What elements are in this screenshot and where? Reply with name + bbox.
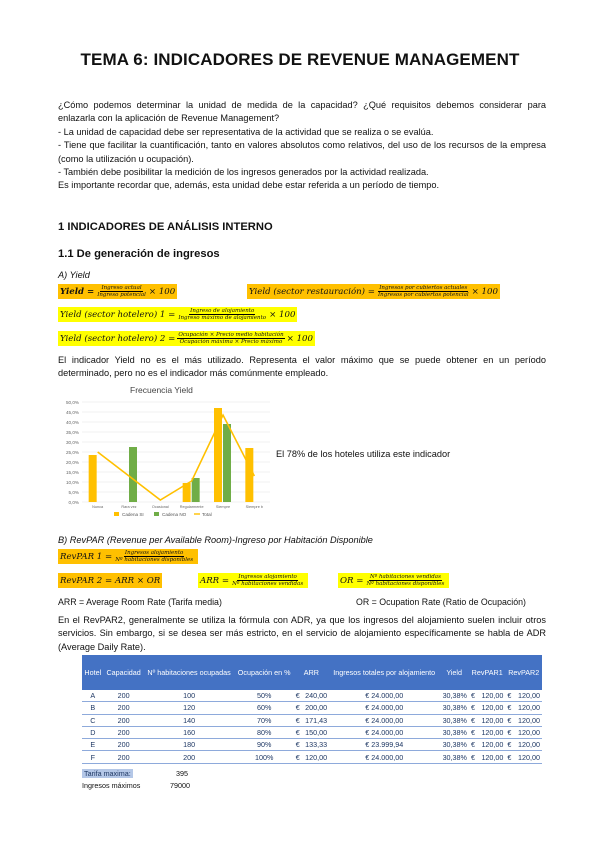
legend-label: Total [202, 512, 212, 517]
subsection-heading: 1.1 De generación de ingresos [58, 248, 220, 260]
revpar2-formula: RevPAR 2 = ARR × OR [58, 573, 162, 588]
bar-cadena-no [223, 424, 231, 502]
bar-cadena-si [214, 408, 222, 502]
hotel-table [82, 655, 542, 764]
header-revpar2: RevPAR2 [505, 655, 542, 690]
yield-paragraph: El indicador Yield no es el más utilizado. Representa el valor máximo que se puede obtener en un período determinado, pero no es el indicador más comúnmente empleado. [58, 355, 546, 379]
table-cell: € 24.000,00 [329, 751, 439, 763]
yield-restauracion-formula [247, 284, 500, 299]
table-cell: € [469, 726, 478, 738]
formula-lhs: ARR = [200, 575, 230, 586]
intro-line: - También debe posibilitar la medición de los ingresos generados por la actividad realizada. [58, 167, 429, 178]
table-cell: 90% [235, 739, 294, 751]
x-tick-label: Siempre b [245, 505, 263, 509]
table-cell: 140 [144, 714, 235, 726]
table-cell: € [294, 714, 302, 726]
formula-fraction [177, 308, 267, 322]
denominator: Ocupación máxima × Precio máximo [179, 339, 283, 345]
table-cell: 60% [235, 702, 294, 714]
x-tick-label: Nunca [92, 505, 104, 509]
section-heading: 1 INDICADORES DE ANÁLISIS INTERNO [58, 221, 273, 233]
x-tick-label: Rara vez [121, 505, 137, 509]
chart-title: Frecuencia Yield [130, 385, 193, 395]
table-cell: C [82, 714, 104, 726]
footer-label-tarifa [82, 769, 133, 778]
intro-line: Es importante recordar que, además, esta unidad debe estar referida a un período de tiempo. [58, 180, 440, 191]
table-cell: 180 [144, 739, 235, 751]
table-cell: F [82, 751, 104, 763]
table-cell: 50% [235, 690, 294, 702]
table-cell: 120,00 [514, 751, 542, 763]
chart-note: El 78% de los hoteles utiliza este indicador [276, 449, 451, 459]
header-ocupacion: Ocupación en % [235, 655, 294, 690]
numerator: Ingresos alojamiento [238, 573, 297, 580]
y-tick-label: 45,0% [65, 409, 79, 415]
table-cell: € [294, 726, 302, 738]
table-cell: € 24.000,00 [329, 726, 439, 738]
table-cell: 30,38% [439, 714, 469, 726]
table-cell: € 24.000,00 [329, 714, 439, 726]
table-cell: 200 [144, 751, 235, 763]
numerator: Ingresos por cubiertos actuales [379, 284, 468, 291]
header-yield: Yield [439, 655, 469, 690]
table-cell: 240,00 [302, 690, 329, 702]
denominator: Nº habitaciones disponibles [115, 557, 194, 563]
table-cell: 100 [144, 690, 235, 702]
denominator: Nº habitaciones disponibles [366, 581, 445, 587]
legend-label: Cadena NO [162, 512, 187, 517]
table-row [82, 726, 542, 738]
table-cell: 150,00 [302, 726, 329, 738]
table-cell: 120,00 [478, 739, 506, 751]
table-cell: € [505, 714, 514, 726]
table-cell: € [505, 690, 514, 702]
table-header-row [82, 655, 542, 690]
header-hotel: Hotel [82, 655, 104, 690]
formula-fraction [365, 574, 445, 588]
table-cell: € [294, 739, 302, 751]
numerator: Nº habitaciones vendidas [369, 573, 441, 580]
numerator: Ingreso actual [101, 284, 142, 291]
intro-line: - La unidad de capacidad debe ser representativa de la actividad que se realiza o se evalúa. [58, 126, 434, 137]
table-cell: 100% [235, 751, 294, 763]
table-cell: € [505, 739, 514, 751]
yield-formula [58, 284, 177, 299]
formula-rhs: × 100 [471, 286, 498, 297]
bar-cadena-no [129, 447, 137, 502]
table-row [82, 714, 542, 726]
table-cell: € [469, 751, 478, 763]
table-cell: 120 [144, 702, 235, 714]
table-row [82, 739, 542, 751]
table-cell: 30,38% [439, 751, 469, 763]
revpar1-formula [58, 549, 198, 564]
yield-hotelero-1-formula [58, 307, 297, 322]
formula-lhs: RevPAR 1 = [60, 551, 113, 562]
arr-formula [198, 573, 308, 588]
numerator: Ocupación × Precio medio habitación [178, 331, 284, 338]
y-tick-label: 50,0% [65, 399, 79, 405]
formula-lhs: Yield = [60, 286, 95, 297]
table-cell: € [469, 714, 478, 726]
formula-lhs: Yield (sector hotelero) 2 = [60, 333, 176, 344]
table-cell: 30,38% [439, 702, 469, 714]
table-cell: 160 [144, 726, 235, 738]
header-revpar1: RevPAR1 [469, 655, 505, 690]
table-cell: 80% [235, 726, 294, 738]
table-cell: 30,38% [439, 690, 469, 702]
legend-swatch [114, 512, 119, 516]
table-cell: 120,00 [514, 726, 542, 738]
table-cell: 120,00 [478, 726, 506, 738]
y-tick-label: 40,0% [65, 419, 79, 425]
x-tick-label: Siempre [215, 505, 231, 509]
table-cell: 171,43 [302, 714, 329, 726]
bar-cadena-si [245, 448, 253, 502]
table-cell: 120,00 [514, 702, 542, 714]
table-cell: 120,00 [514, 739, 542, 751]
denominator: Ingreso máximo de alojamiento [178, 315, 267, 321]
table-row [82, 751, 542, 763]
formula-lhs: OR = [340, 575, 364, 586]
table-cell: € [469, 702, 478, 714]
table-cell: € 23.999,94 [329, 739, 439, 751]
table-cell: 120,00 [302, 751, 329, 763]
table-cell: 120,00 [478, 714, 506, 726]
footer-value-ingresos: 79000 [170, 781, 190, 790]
y-tick-label: 0,0% [68, 499, 79, 505]
table-cell: 30,38% [439, 726, 469, 738]
formula-fraction [114, 550, 194, 564]
table-cell: 120,00 [478, 690, 506, 702]
table-cell: 120,00 [514, 714, 542, 726]
intro-line: ¿Cómo podemos determinar la unidad de medida de la capacidad? ¿Qué requisitos debemos considerar para enlazarla con la aplicación de Revenue Management? [58, 100, 546, 124]
legend-label: Cadena SI [122, 512, 144, 517]
table-cell: 200 [104, 690, 144, 702]
table-cell: € [505, 702, 514, 714]
table-cell: € [294, 690, 302, 702]
table-cell: € [505, 751, 514, 763]
denominator: Ingreso potencial [97, 292, 146, 298]
footer-label-ingresos: Ingresos máximos [82, 781, 141, 790]
x-tick-label: Ocasional [151, 505, 169, 509]
y-tick-label: 5,0% [68, 489, 79, 495]
numerator: Ingreso de alojamiento [190, 307, 255, 314]
table-cell: € [294, 751, 302, 763]
y-tick-label: 20,0% [65, 459, 79, 465]
numerator: Ingresos alojamiento [124, 549, 184, 556]
table-cell: € [469, 690, 478, 702]
table-cell: D [82, 726, 104, 738]
bar-cadena-no [192, 478, 200, 502]
revpar-paragraph: En el RevPAR2, generalmente se utiliza la fórmula con ADR, ya que los ingresos del alojamiento suelen incluir otros servicios. Sin embargo, si se desea ser más estricto, en el servicio de alojamiento específicamente se habla de ADR (Average Daily Rate). [58, 615, 546, 652]
formula-fraction [377, 285, 470, 299]
or-formula [338, 573, 449, 588]
table-cell: € 24.000,00 [329, 690, 439, 702]
table-cell: € 24.000,00 [329, 702, 439, 714]
header-ingresos: Ingresos totales por alojamiento [329, 655, 439, 690]
denominator: Ingresos por cubiertos potencial [377, 292, 469, 298]
table-cell: 120,00 [478, 702, 506, 714]
page-title: TEMA 6: INDICADORES DE REVENUE MANAGEMENT [80, 50, 520, 69]
arr-definition: ARR = Average Room Rate (Tarifa media) [58, 597, 222, 607]
table-cell: 200 [104, 702, 144, 714]
yield-hotelero-2-formula [58, 331, 315, 346]
formula-rhs: × 100 [286, 333, 313, 344]
footer-value-tarifa: 395 [176, 769, 188, 778]
table-cell: 70% [235, 714, 294, 726]
table-cell: 133,33 [302, 739, 329, 751]
table-cell: 200 [104, 714, 144, 726]
table-cell: 200 [104, 739, 144, 751]
table-cell: € [505, 726, 514, 738]
frequency-yield-chart [58, 396, 278, 522]
y-tick-label: 25,0% [65, 449, 79, 455]
legend-swatch [154, 512, 159, 516]
formula-fraction [231, 574, 304, 588]
formula-fraction [177, 332, 284, 346]
yield-heading: A) Yield [58, 270, 90, 280]
formula-fraction [96, 285, 147, 299]
table-cell: € [469, 739, 478, 751]
header-arr: ARR [294, 655, 329, 690]
table-cell: 200 [104, 751, 144, 763]
header-habitaciones: Nº habitaciones ocupadas [144, 655, 235, 690]
table-cell: 120,00 [478, 751, 506, 763]
x-tick-label: Regularmente [179, 505, 204, 509]
y-tick-label: 30,0% [65, 439, 79, 445]
table-cell: E [82, 739, 104, 751]
intro-line: - Tiene que facilitar la cuantificación, tanto en valores absolutos como relativos, del uso de los recursos de la empresa (como la utilización u ocupación). [58, 140, 546, 164]
bar-cadena-si [89, 455, 97, 502]
table-row [82, 690, 542, 702]
formula-rhs: × 100 [148, 286, 176, 297]
table-cell: 200 [104, 726, 144, 738]
table-cell: 120,00 [514, 690, 542, 702]
table-cell: A [82, 690, 104, 702]
header-capacidad: Capacidad [104, 655, 144, 690]
denominator: Nº habitaciones vendidas [232, 581, 304, 587]
formula-lhs: Yield (sector restauración) = [249, 286, 375, 297]
revpar-heading: B) RevPAR (Revenue per Available Room)-Ingreso por Habitación Disponible [58, 535, 373, 545]
formula-lhs: Yield (sector hotelero) 1 = [60, 309, 176, 320]
tarifa-label: Tarifa maxima: [84, 769, 131, 778]
y-tick-label: 15,0% [65, 469, 79, 475]
y-tick-label: 35,0% [65, 429, 79, 435]
table-cell: € [294, 702, 302, 714]
intro-text [58, 99, 546, 193]
or-definition: OR = Ocupation Rate (Ratio de Ocupación) [356, 597, 526, 607]
table-cell: B [82, 702, 104, 714]
formula-rhs: × 100 [269, 309, 296, 320]
table-cell: 30,38% [439, 739, 469, 751]
y-tick-label: 10,0% [65, 479, 79, 485]
table-row [82, 702, 542, 714]
table-cell: 200,00 [302, 702, 329, 714]
